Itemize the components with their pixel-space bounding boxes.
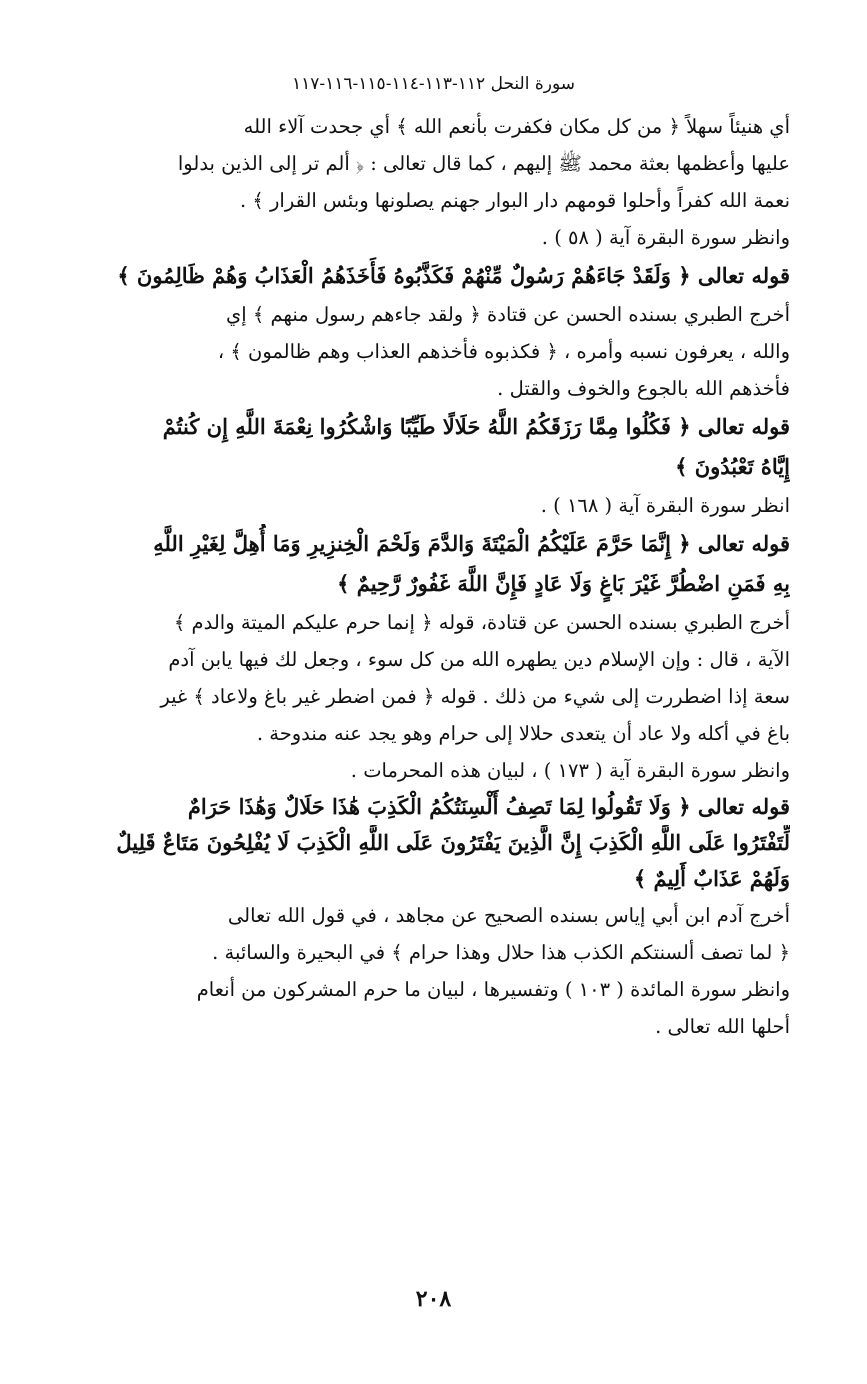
commentary-paragraph bbox=[72, 971, 790, 1045]
commentary-paragraph bbox=[72, 897, 790, 971]
verse-paragraph bbox=[72, 407, 790, 487]
text-line: أخرج الطبري بسنده الحسن عن قتادة ﴿ ولقد جاءهم رسول منهم ﴾ إي bbox=[225, 303, 790, 326]
text-line: سعة إذا اضطررت إلى شيء من ذلك . قوله ﴿ فمن اضطر غير باغ ولاعاد ﴾ غير bbox=[160, 685, 790, 708]
verse-paragraph bbox=[72, 789, 790, 897]
text-line: وانظر سورة البقرة آية ( ٥٨ ) . bbox=[541, 226, 790, 249]
text-line: أخرج آدم ابن أبي إياس بسنده الصحيح عن مجاهد ، في قول الله تعالى bbox=[227, 904, 790, 927]
text-line: قوله تعالى ﴿ إِنَّمَا حَرَّمَ عَلَيْكُمُ الْمَيْتَةَ وَالدَّمَ وَلَحْمَ الْخِنزِيرِ وَمَا أُهِلَّ لِغَيْرِ اللَّهِ bbox=[153, 531, 790, 556]
commentary-paragraph bbox=[72, 296, 790, 407]
verse-paragraph bbox=[72, 256, 790, 296]
text-line: باغ في أكله ولا عاد أن يتعدى حلالا إلى حرام وهو يجد عنه مندوحة . bbox=[256, 722, 790, 745]
text-line: ﴿ لما تصف ألسنتكم الكذب هذا حلال وهذا حرام ﴾ في البحيرة والسائبة . bbox=[212, 941, 790, 964]
text-line: وانظر سورة المائدة ( ١٠٣ ) وتفسيرها ، لبيان ما حرم المشركون من أنعام bbox=[196, 978, 790, 1001]
commentary-paragraph bbox=[72, 108, 790, 219]
text-line: الآية ، قال : وإن الإسلام دين يطهره الله من كل سوء ، وجعل لك فيها يابن آدم bbox=[168, 648, 790, 671]
verse-paragraph bbox=[72, 524, 790, 604]
text-line: فأخذهم الله بالجوع والخوف والقتل . bbox=[497, 377, 790, 400]
page-number: ٢٠٨ bbox=[415, 1286, 452, 1312]
text-line: وَلَهُمْ عَذَابٌ أَلِيمٌ ﴾ bbox=[633, 866, 790, 891]
text-line: عليها وأعظمها بعثة محمد ﷺ إليهم ، كما قال تعالى : ﴿ ألم تر إلى الذين بدلوا bbox=[177, 152, 790, 175]
text-line: نعمة الله كفراً وأحلوا قومهم دار البوار جهنم يصلونها وبئس القرار ﴾ . bbox=[239, 189, 790, 212]
text-line: أخرج الطبري بسنده الحسن عن قتادة، قوله ﴿ إنما حرم عليكم الميتة والدم ﴾ bbox=[173, 611, 790, 634]
commentary-paragraph bbox=[72, 487, 790, 524]
commentary-paragraph bbox=[72, 752, 790, 789]
text-line: انظر سورة البقرة آية ( ١٦٨ ) . bbox=[540, 494, 790, 517]
text-line: أي هنيئاً سهلاً ﴿ من كل مكان فكفرت بأنعم الله ﴾ أي جحدت آلاء الله bbox=[243, 115, 790, 138]
text-line: لِّتَفْتَرُوا عَلَى اللَّهِ الْكَذِبَ إِنَّ الَّذِينَ يَفْتَرُونَ عَلَى اللَّهِ الْكَذِبَ لَا يُفْلِحُونَ مَتَاعٌ قَلِيلٌ bbox=[116, 830, 790, 855]
text-line: قوله تعالى ﴿ وَلَقَدْ جَاءَهُمْ رَسُولٌ مِّنْهُمْ فَكَذَّبُوهُ فَأَخَذَهُمُ الْعَذَابُ وَهُمْ ظَالِمُونَ ﴾ bbox=[117, 263, 790, 288]
text-line: بِهِ فَمَنِ اضْطُرَّ غَيْرَ بَاغٍ وَلَا عَادٍ فَإِنَّ اللَّهَ غَفُورٌ رَّحِيمٌ ﴾ bbox=[337, 571, 790, 596]
text-line: والله ، يعرفون نسبه وأمره ، ﴿ فكذبوه فأخذهم العذاب وهم ظالمون ﴾ ، bbox=[217, 340, 790, 363]
text-line: قوله تعالى ﴿ وَلَا تَقُولُوا لِمَا تَصِفُ أَلْسِنَتُكُمُ الْكَذِبَ هَٰذَا حَلَالٌ وَهَٰذَا حَرَامٌ bbox=[187, 794, 790, 819]
commentary-paragraph bbox=[72, 219, 790, 256]
text-line: وانظر سورة البقرة آية ( ١٧٣ ) ، لبيان هذه المحرمات . bbox=[350, 759, 790, 782]
text-line: أحلها الله تعالى . bbox=[655, 1015, 790, 1038]
text-line: قوله تعالى ﴿ فَكُلُوا مِمَّا رَزَقَكُمُ اللَّهُ حَلَالًا طَيِّبًا وَاشْكُرُوا نِعْمَةَ اللَّهِ إِن كُنتُمْ bbox=[162, 414, 790, 439]
commentary-paragraph bbox=[72, 604, 790, 752]
page-body bbox=[72, 108, 790, 1045]
text-line: إِيَّاهُ تَعْبُدُونَ ﴾ bbox=[675, 454, 790, 479]
running-header: سورة النحل ١١٢-١١٣-١١٤-١١٥-١١٦-١١٧ bbox=[291, 74, 576, 94]
